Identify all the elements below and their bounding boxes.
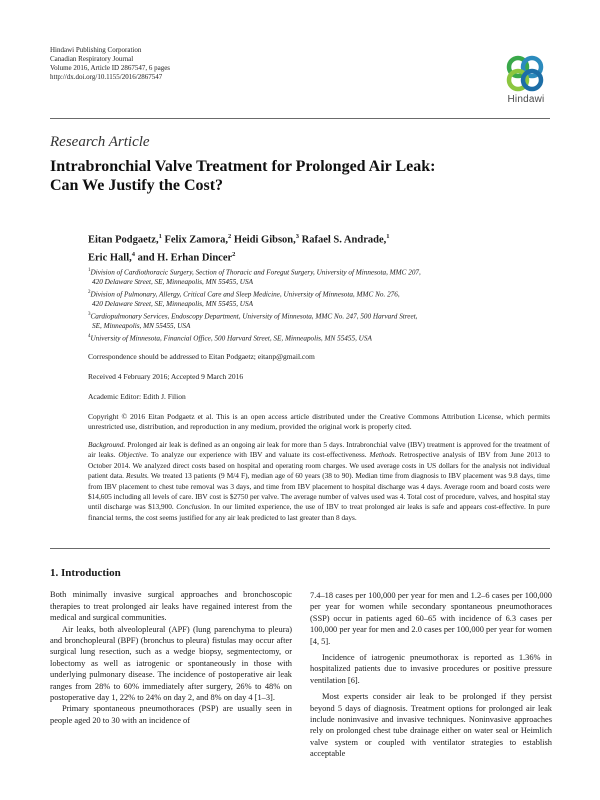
author-name: Eitan Podgaetz, [88,234,159,246]
author-list: Eitan Podgaetz,$^1$ Felix Zamora,$^2$ Heidi Gibson,$^3$ Rafael S. Andrade,$^1$ Eric Hall,$^4$ and H. Erhan Dincer$^2$ [88,233,390,263]
paragraph: 7.4–18 cases per 100,000 per year for men and 1.2–6 cases per 100,000 per year for women while secondary spontaneous pneumothoraces (SSP) occur in patients aged 60–65 with incidence of 6.3 cases per 100,000 per year for men and 2.0 cases per 100,000 per year for women [4, 5]. [310,591,552,646]
doi-link[interactable]: http://dx.doi.org/10.1155/2016/2867547 [50,73,163,81]
body-column-right [310,590,552,760]
abstract: Background. Prolonged air leak is defined as an ongoing air leak for more than 5 days. Intrabronchial valve (IBV) treatment is approved for the treatment of air leaks. Objective. To analyze our experience with IBV and valuate its cost-effectiveness. Methods. Retrospective analysis of IBV from June 2013 to October 2014. We analyzed direct costs based on hospital and operating room charges. We used average costs in US dollars for the analysis not individual patient data. Results. We treated 13 patients (9 M/4 F), median age of 60 years (38 to 90). Median time from diagnosis to IBV placement was 9.8 days, time from IBV placement to chest tube removal was 3 days, and time from IBV placement to hospital discharge was 4 days. Average room and board costs were $14,605 including all levels of care. IBV cost is $2750 per valve. The average number of valves used was 4. Total cost of procedure, valves, and hospital stay until discharge was $13,900. Conclusion. In our limited experience, the use of IBV to treat prolonged air leaks is safe and appears cost-effective. In pure financial terms, the cost seems justified for any air leak predicted to last greater than 8 days. [88,440,551,522]
affiliation-item: $^4$University of Minnesota, Financial Office, 500 Harvard Street, SE, Minneapolis, MN 55455, USA [88,333,372,343]
body-column-left [50,568,292,726]
volume-line: Volume 2016, Article ID 2867547, 6 pages [50,64,171,72]
title-line-1: Intrabronchial Valve Treatment for Prolonged Air Leak: [50,158,436,175]
affiliation-item: $^3$Cardiopulmonary Services, Endoscopy Department, University of Minnesota, MMC No. 247, 500 Harvard Street, SE, Minneapolis, MN 55455, USA [88,311,418,331]
publisher-name: Hindawi Publishing Corporation [50,46,142,54]
affiliation-item: $^2$Division of Pulmonary, Allergy, Critical Care and Sleep Medicine, University of Minnesota, MMC No. 276, 420 Delaware Street, SE, Minneapolis, MN 55455, USA [88,289,400,309]
title-line-2: Can We Justify the Cost? [50,177,224,194]
copyright-notice: Copyright © 2016 Eitan Podgaetz et al. This is an open access article distributed under the Creative Commons Attribution License, which permits unrestricted use, distribution, and reproduction in any medium, provided the original work is properly cited. [88,412,550,431]
page-title [50,157,550,195]
author-name: Felix Zamora, [161,234,229,246]
hindawi-logo-text: Hindawi [507,94,545,105]
header-divider [50,118,550,119]
author-name: and H. Erhan Dincer [135,252,233,263]
paragraph: Incidence of iatrogenic pneumothorax is reported as 1.36% in hospitalized patients due to invasive procedures or positive pressure ventilation [6]. [310,653,552,685]
section-heading: 1. Introduction [50,567,121,579]
article-type: Research Article [50,134,150,150]
affiliations [88,266,550,344]
author-name: Eric Hall, [88,252,132,263]
paragraph: Air leaks, both alveolopleural (APF) (lung parenchyma to pleura) and bronchopleural (BPF) (bronchus to pleura) fistulas may occur after surgical lung resection, such as a wedge biopsy, segmentectomy, or lobectomy as well as iatrogenic or spontaneously in those with underlying pulmonary disease. The incidence of postoperative air leak ranges from 28% to 60% immediately after surgery, 26% to 48% on postoperative day 1, 22% to 24% on day 2, and 8% on day 4 [1–3]. [50,624,292,703]
journal-name: Canadian Respiratory Journal [50,55,134,63]
author-name: Heidi Gibson, [231,234,296,246]
journal-header [50,46,170,82]
paragraph: Primary spontaneous pneumothoraces (PSP) are usually seen in people aged 20 to 30 with an incidence of [50,704,292,725]
paragraph: Most experts consider air leak to be prolonged if they persist beyond 5 days of diagnosis. Treatment options for prolonged air leak include noninvasive and invasive techniques. Noninvasive approaches rely on prolonged chest tube drainage either on water seal or Heimlich valve system or coupled with ventilator strategies to establish acceptable [310,692,552,759]
affiliation-item: $^1$Division of Cardiothoracic Surgery, Section of Thoracic and Foregut Surgery, University of Minnesota, MMC 207, 420 Delaware Street, SE, Minneapolis, MN 55455, USA [88,268,421,287]
abstract-divider [50,548,550,549]
paragraph: Both minimally invasive surgical approaches and bronchoscopic therapies to treat prolonged air leaks have regained interest from the medical and surgical communities. [50,590,292,623]
academic-editor: Academic Editor: Edith J. Filion [88,392,186,401]
correspondence: Correspondence should be addressed to Eitan Podgaetz; eitanp@gmail.com [88,352,315,361]
author-name: Rafael S. Andrade, [299,234,387,246]
received-dates: Received 4 February 2016; Accepted 9 March 2016 [88,372,244,381]
